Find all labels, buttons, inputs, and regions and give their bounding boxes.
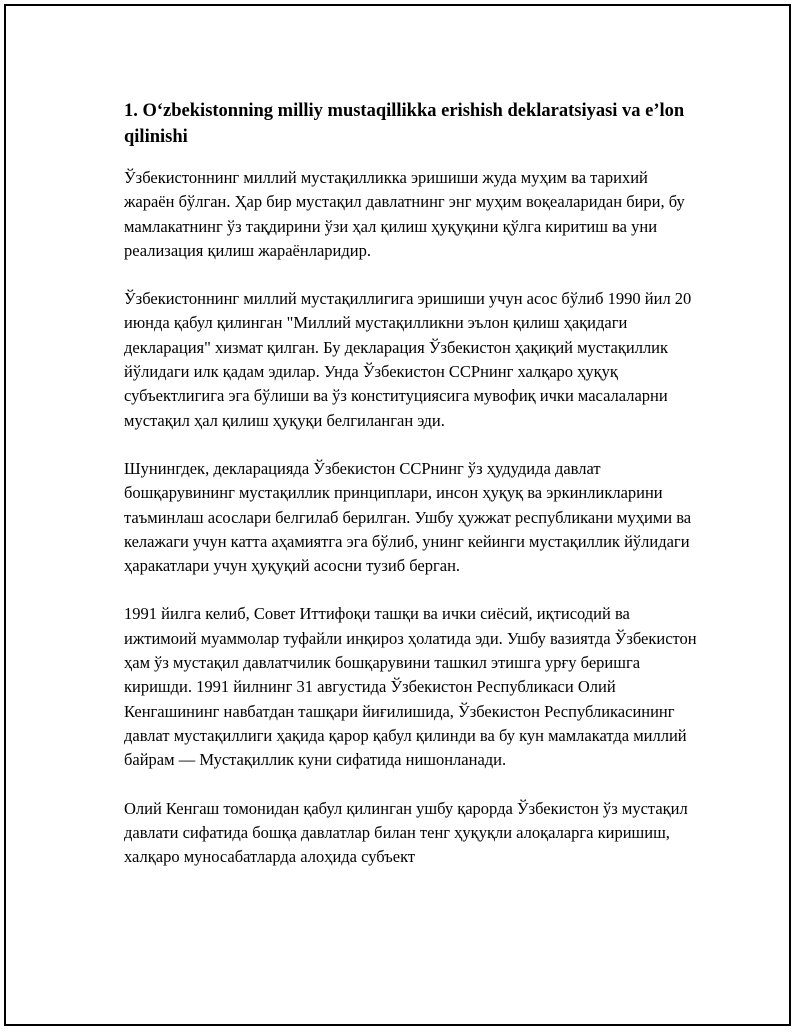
paragraph-2: Ўзбекистоннинг миллий мустақиллигига эришиши учун асос бўлиб 1990 йил 20 июнда қабул қилинган "Миллий мустақилликни эълон қилиш ҳақидаги декларация" хизмат қилган. Бу декларация Ўзбекистон ҳақиқий мустақиллик йўлидаги илк қадам эдилар. Унда Ўзбекистон ССРнинг халқаро ҳуқуқ субъектлигига эга бўлиши ва ўз конституциясига мувофиқ ички масалаларни мустақил ҳал қилиш ҳуқуқи белгиланган эди. xyxy=(124,289,692,430)
paragraph-1: Ўзбекистоннинг миллий мустақилликка эришиши жуда муҳим ва тарихий жараён бўлган. Ҳар бир мустақил давлатнинг энг муҳим воқеаларидан бири, бу мамлакатнинг ўз тақдирини ўзи ҳал қилиш ҳуқуқини қўлга киритиш ва уни реализация қилиш жараёнларидир. xyxy=(124,168,685,260)
section-heading: 1. O‘zbekistonning milliy mustaqillikka erishish deklaratsiyasi va e’lon qilinishi xyxy=(124,101,685,147)
paragraph-5: Олий Кенгаш томонидан қабул қилинган ушбу қарорда Ўзбекистон ўз мустақил давлати сифатида бошқа давлатлар билан тенг ҳуқуқли алоқаларга киришиш, халқаро муносабатларда алоҳида субъект xyxy=(124,798,688,867)
paragraph-3: Шунингдек, декларацияда Ўзбекистон ССРнинг ўз ҳудудида давлат бошқарувининг мустақиллик принциплари, инсон ҳуқуқ ва эркинликларини таъминлаш асослари белгилаб берилган. Ушбу ҳужжат республикани муҳими ва келажаги учун катта аҳамиятга эга бўлиб, унинг кейинги мустақиллик йўлидаги ҳаракатлари учун ҳуқуқий асосни тузиб берган. xyxy=(124,458,692,576)
document-body xyxy=(124,98,699,893)
page-frame xyxy=(4,4,791,1026)
paragraph-4: 1991 йилга келиб, Совет Иттифоқи ташқи ва ички сиёсий, иқтисодий ва ижтимоий муаммолар туфайли инқироз ҳолатида эди. Ушбу вазиятда Ўзбекистон ҳам ўз мустақил давлатчилик бошқарувини ташкил этишга урғу беришга киришди. 1991 йилнинг 31 августида Ўзбекистон Республикаси Олий Кенгашининг навбатдан ташқари йиғилишида, Ўзбекистон Республикасининг давлат мустақиллиги ҳақида қарор қабул қилинди ва бу кун мамлакатда миллий байрам — Мустақиллик куни сифатида нишонланади. xyxy=(124,604,697,770)
